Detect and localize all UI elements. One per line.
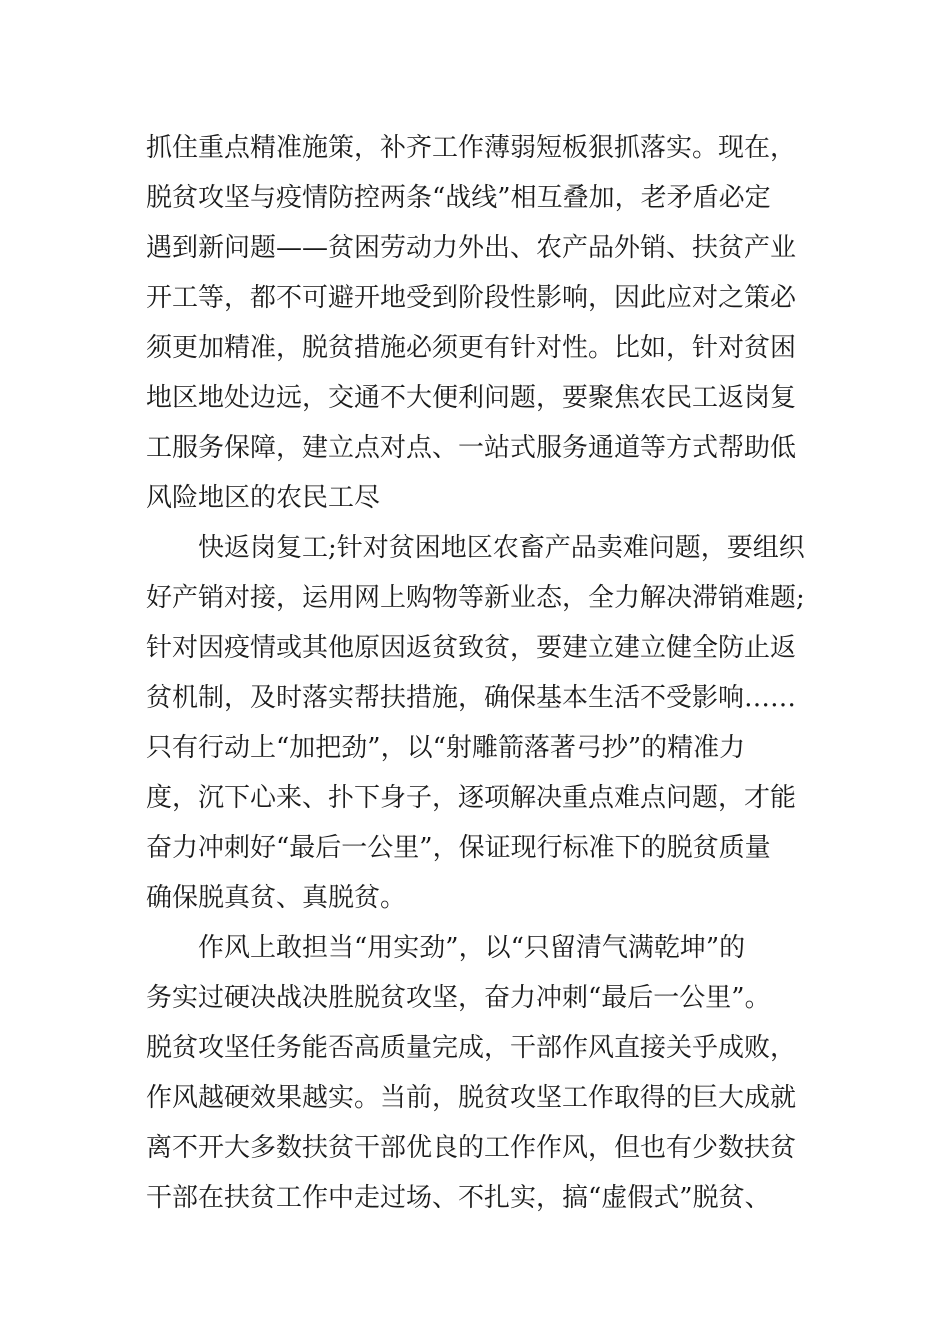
paragraph-first-line: 作风上敢担当“用实劲”，以“只留清气满乾坤”的 [198, 933, 746, 963]
text-line: 只有行动上“加把劲”，以“射雕箭落著弓抄”的精准力 [146, 733, 746, 763]
text-line: 奋力冲刺好“最后一公里”，保证现行标准下的脱贫质量 [146, 833, 771, 863]
text-line: 脱贫攻坚与疫情防控两条“战线”相互叠加，老矛盾必定 [146, 183, 771, 213]
text-line: 风险地区的农民工尽 [146, 483, 381, 513]
text-line: 针对因疫情或其他原因返贫致贫，要建立建立健全防止返 [146, 633, 797, 663]
text-line: 确保脱真贫、真脱贫。 [146, 883, 407, 913]
text-line: 好产销对接，运用网上购物等新业态，全力解决滞销难题; [146, 583, 805, 613]
text-line: 离不开大多数扶贫干部优良的工作作风，但也有少数扶贫 [146, 1133, 797, 1163]
body-text [146, 123, 806, 1223]
text-line: 地区地处边远，交通不大便利问题，要聚焦农民工返岗复 [146, 383, 797, 413]
text-line: 须更加精准，脱贫措施必须更有针对性。比如，针对贫困 [146, 333, 797, 363]
text-line: 度，沉下心来、扑下身子，逐项解决重点难点问题，才能 [146, 783, 797, 813]
paragraph-first-line: 快返岗复工;针对贫困地区农畜产品卖难问题，要组织 [198, 533, 805, 563]
text-line: 开工等，都不可避开地受到阶段性影响，因此应对之策必 [146, 283, 797, 313]
text-line: 遇到新问题——贫困劳动力外出、农产品外销、扶贫产业 [146, 233, 797, 263]
text-line: 贫机制，及时落实帮扶措施，确保基本生活不受影响…… [146, 683, 797, 713]
text-line: 务实过硬决战决胜脱贫攻坚，奋力冲刺“最后一公里”。 [146, 983, 771, 1013]
text-line: 抓住重点精准施策，补齐工作薄弱短板狠抓落实。现在， [146, 133, 797, 163]
text-line: 脱贫攻坚任务能否高质量完成，干部作风直接关乎成败， [146, 1033, 797, 1063]
text-line: 干部在扶贫工作中走过场、不扎实，搞“虚假式”脱贫、 [146, 1183, 771, 1213]
text-line: 作风越硬效果越实。当前，脱贫攻坚工作取得的巨大成就 [146, 1083, 797, 1113]
text-line: 工服务保障，建立点对点、一站式服务通道等方式帮助低 [146, 433, 797, 463]
